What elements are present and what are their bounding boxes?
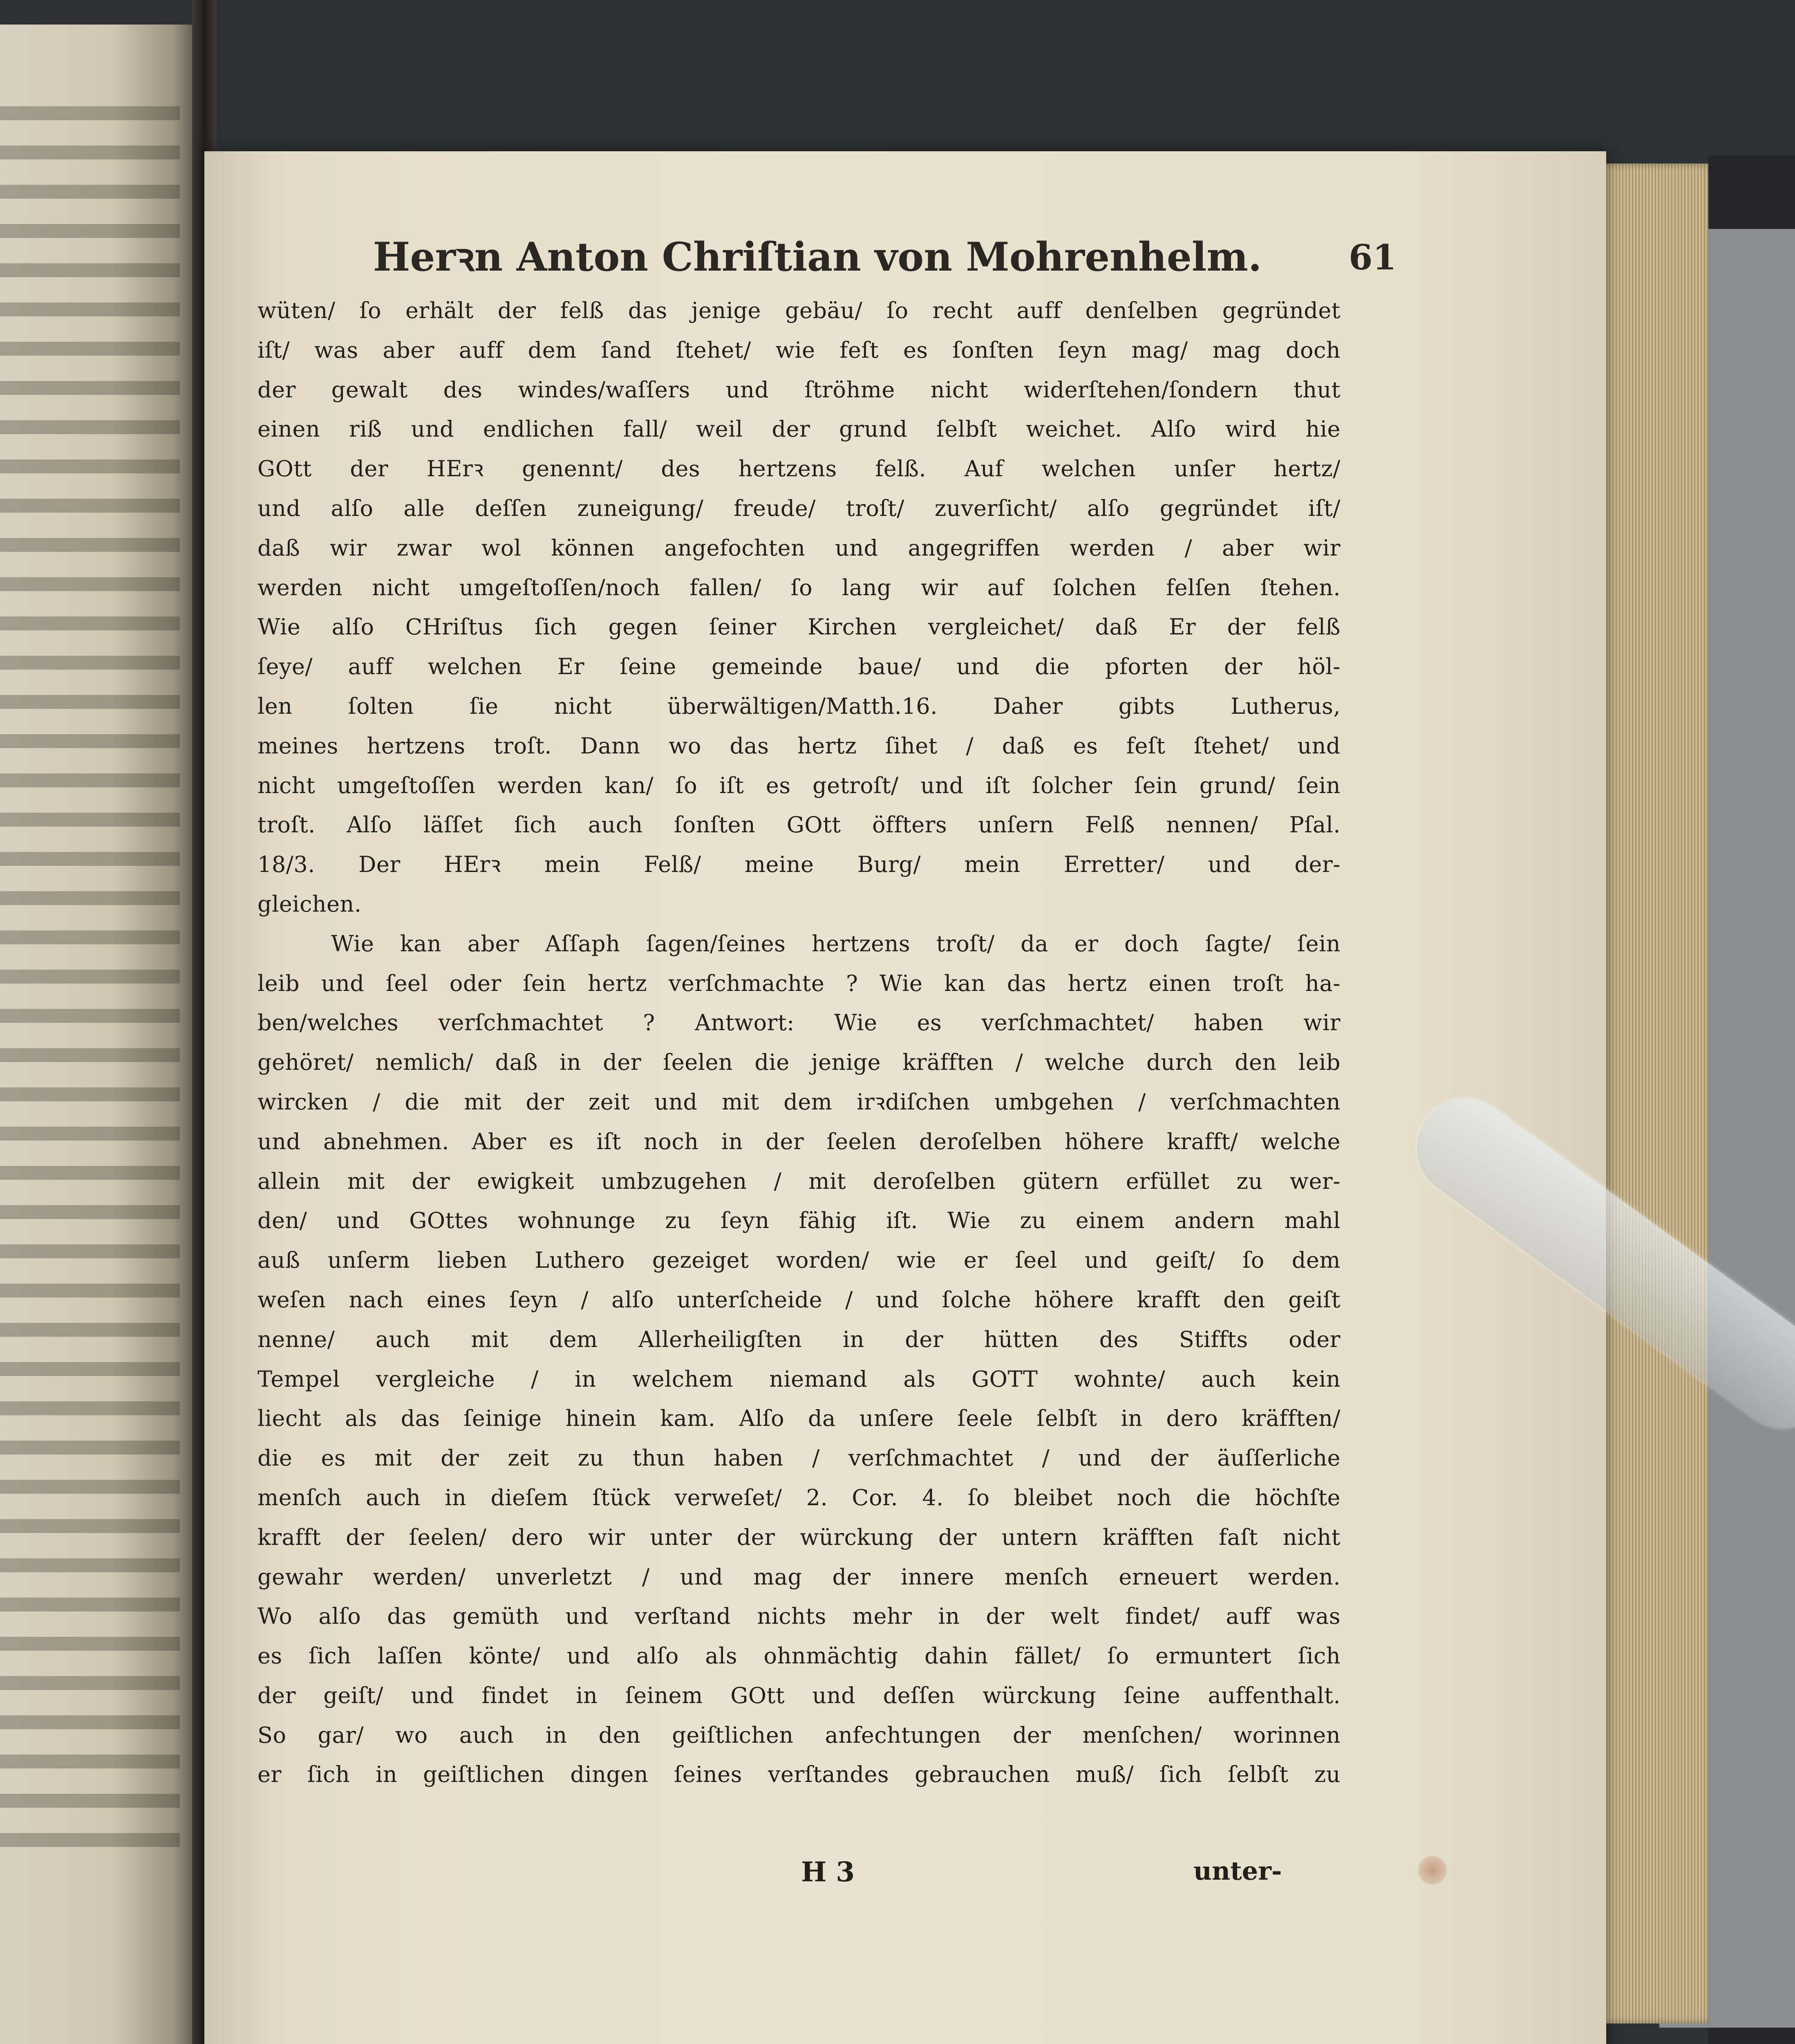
- text-line: wüten/ ſo erhält der felß das jenige gebäu/ ſo recht auff denſelben gegründet: [257, 298, 1341, 323]
- text-line: Wie alſo CHriſtus ſich gegen ſeiner Kirchen vergleichet/ daß Er der felß: [257, 614, 1341, 640]
- text-line: gewahr werden/ unverletzt / und mag der innere menſch erneuert werden.: [257, 1564, 1341, 1590]
- text-line: weſen nach eines ſeyn / alſo unterſcheide / und ſolche höhere krafft den geiſt: [257, 1286, 1341, 1313]
- text-line: Wie kan aber Aſſaph ſagen/ſeines hertzens troſt/ da er doch ſagte/ ſein: [331, 930, 1341, 957]
- text-line: krafft der ſeelen/ dero wir unter der würckung der untern kräfften faſt nicht: [257, 1524, 1341, 1550]
- text-line: liecht als das ſeinige hinein kam. Alſo da unſere ſeele ſelbſt in dero kräfften/: [257, 1405, 1341, 1432]
- paper-stain: [1418, 1856, 1447, 1885]
- text-line: GOtt der HErꝛ genennt/ des hertzens felß. Auf welchen unſer hertz/: [257, 456, 1341, 482]
- signature-mark: H 3: [801, 1856, 855, 1888]
- text-line: die es mit der zeit zu thun haben / verſchmachtet / und der äuſſerliche: [257, 1445, 1341, 1471]
- text-line: der gewalt des windes/waſſers und ſtröhme nicht widerſtehen/ſondern thut: [257, 377, 1341, 403]
- text-line: Tempel vergleiche / in welchem niemand als GOTT wohnte/ auch kein: [257, 1366, 1341, 1392]
- text-line: daß wir zwar wol können angefochten und angegriffen werden / aber wir: [257, 535, 1341, 561]
- text-line: gehöret/ nemlich/ daß in der ſeelen die jenige kräfften / welche durch den leib: [257, 1049, 1341, 1076]
- text-line: ben/welches verſchmachtet ? Antwort: Wie es verſchmachtet/ haben wir: [257, 1010, 1341, 1036]
- text-line: Wo alſo das gemüth und verſtand nichts mehr in der welt findet/ auff was: [257, 1603, 1341, 1629]
- text-line: nenne/ auch mit dem Allerheiligſten in der hütten des Stiffts oder: [257, 1326, 1341, 1352]
- page-number: 61: [1349, 237, 1397, 278]
- text-line: den/ und GOttes wohnunge zu ſeyn fähig iſt. Wie zu einem andern mahl: [257, 1208, 1341, 1234]
- text-line: gleichen.: [257, 891, 362, 917]
- text-line: So gar/ wo auch in den geiſtlichen anfechtungen der menſchen/ worinnen: [257, 1722, 1341, 1748]
- text-line: und alſo alle deſſen zuneigung/ freude/ troſt/ zuverſicht/ alſo gegründet iſt/: [257, 495, 1341, 521]
- text-line: er ſich in geiſtlichen dingen ſeines verſtandes gebrauchen muß/ ſich ſelbſt zu: [257, 1762, 1341, 1788]
- text-line: der geiſt/ und findet in ſeinem GOtt und deſſen würckung ſeine auffenthalt.: [257, 1682, 1341, 1708]
- text-line: menſch auch in dieſem ſtück verweſet/ 2. Cor. 4. ſo bleibet noch die höchſte: [257, 1484, 1341, 1511]
- text-line: ſeye/ auff welchen Er ſeine gemeinde baue/ und die pforten der höl-: [257, 654, 1341, 680]
- body-text: [257, 291, 1341, 1795]
- text-line: 18/3. Der HErꝛ mein Felß/ meine Burg/ mein Erretter/ und der-: [257, 852, 1341, 878]
- text-line: leib und ſeel oder ſein hertz verſchmachte ? Wie kan das hertz einen troſt ha-: [257, 970, 1341, 996]
- text-line: meines hertzens troſt. Dann wo das hertz ſihet / daß es feſt ſtehet/ und: [257, 733, 1341, 759]
- text-line: und abnehmen. Aber es iſt noch in der ſeelen deroſelben höhere krafft/ welche: [257, 1128, 1341, 1154]
- text-line: es ſich laſſen könte/ und alſo als ohnmächtig dahin fället/ ſo ermuntert ſich: [257, 1643, 1341, 1669]
- text-line: iſt/ was aber auff dem ſand ſtehet/ wie feſt es ſonſten ſeyn mag/ mag doch: [257, 337, 1341, 363]
- facing-page-text-bleed: [0, 106, 180, 1864]
- page-fore-edge: [1594, 164, 1708, 2024]
- text-line: len ſolten ſie nicht überwältigen/Matth.16. Daher gibts Lutherus,: [257, 693, 1341, 719]
- text-line: allein mit der ewigkeit umbzugehen / mit deroſelben gütern erfüllet zu wer-: [257, 1168, 1341, 1194]
- text-line: wircken / die mit der zeit und mit dem irꝛdiſchen umbgehen / verſchmachten: [257, 1089, 1341, 1115]
- text-line: werden nicht umgeſtoſſen/noch fallen/ ſo lang wir auf ſolchen felſen ſtehen.: [257, 574, 1341, 601]
- text-line: einen riß und endlichen fall/ weil der grund ſelbſt weichet. Alſo wird hie: [257, 416, 1341, 442]
- text-line: troſt. Alſo läſſet ſich auch ſonſten GOtt öffters unſern Felß nennen/ Pſal.: [257, 812, 1341, 838]
- catchword: unter-: [1193, 1856, 1282, 1886]
- facing-page: [0, 25, 204, 2044]
- text-line: nicht umgeſtoſſen werden kan/ ſo iſt es getroſt/ und iſt ſolcher ſein grund/ ſein: [257, 772, 1341, 798]
- text-line: auß unſerm lieben Luthero gezeiget worden/ wie er ſeel und geiſt/ ſo dem: [257, 1247, 1341, 1273]
- running-head: Herꝛn Anton Chriſtian von Mohrenhelm.: [373, 234, 1262, 280]
